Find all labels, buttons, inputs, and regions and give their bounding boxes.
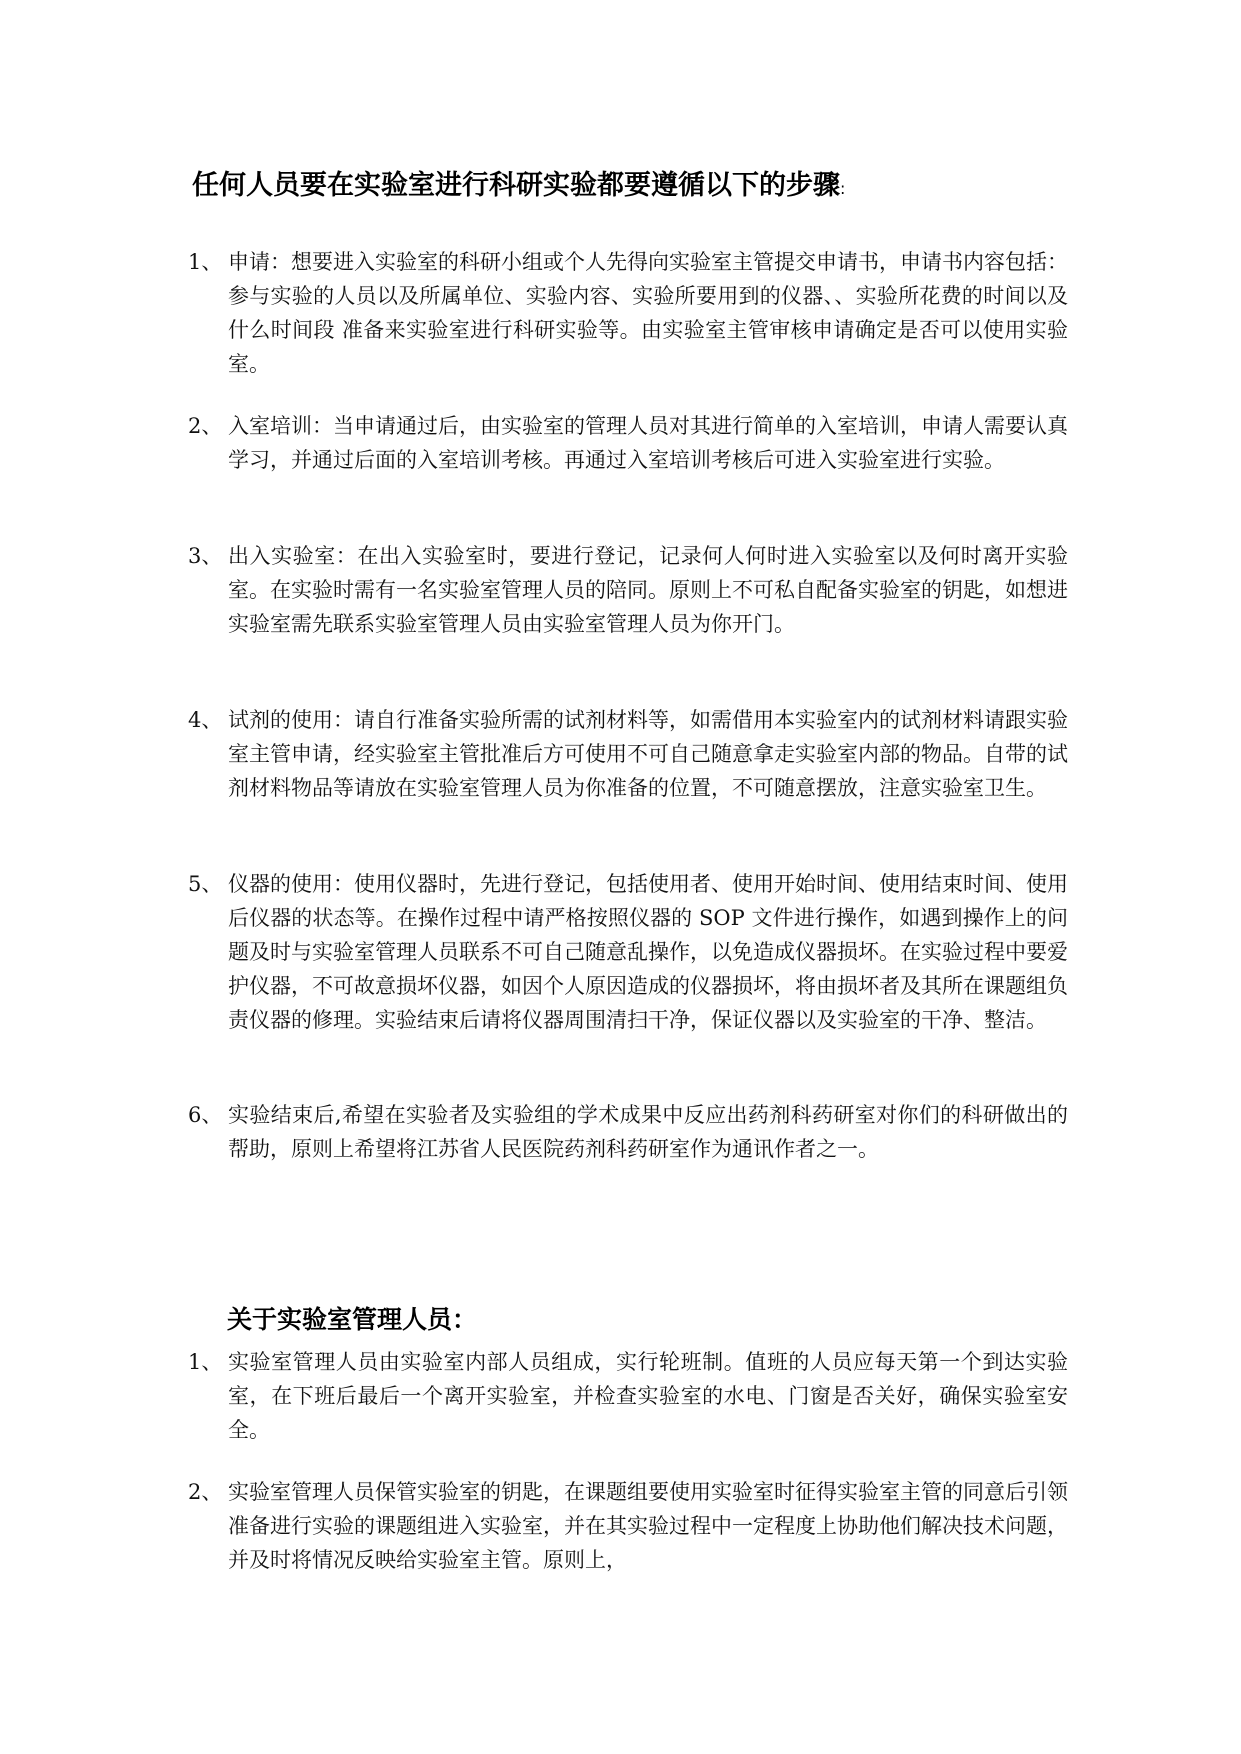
list-item-number: 4、 [188, 708, 223, 732]
list-item-number: 2、 [188, 1480, 223, 1504]
list-item-text: 仪器的使用：使用仪器时，先进行登记，包括使用者、使用开始时间、使用结束时间、使用后仪器的状态等。在操作过程中请严格按照仪器的 SOP 文件进行操作，如遇到操作上的问题及时与实验室管理人员联系不可自己随意乱操作，以免造成仪器损坏。在实验过程中要爱护仪器，不可故意损坏仪器，如因个人原因造成的仪器损坏，将由损坏者及其所在课题组负责仪器的修理。实验结束后请将仪器周围清扫干净，保证仪器以及实验室的干净、整洁。 [228, 872, 1068, 1032]
list-item-number: 3、 [188, 544, 223, 568]
list-item [188, 245, 1068, 381]
heading-text: 任何人员要在实验室进行科研实验都要遵循以下的步骤 [192, 170, 840, 201]
section-heading-steps [192, 163, 845, 202]
list-item [188, 1345, 1068, 1447]
list-item-text: 试剂的使用：请自行准备实验所需的试剂材料等，如需借用本实验室内的试剂材料请跟实验室主管申请，经实验室主管批准后方可使用不可自己随意拿走实验室内部的物品。自带的试剂材料物品等请放在实验室管理人员为你准备的位置，不可随意摆放，注意实验室卫生。 [228, 708, 1068, 800]
list-item-number: 2、 [188, 414, 223, 438]
list-item-number: 1、 [188, 1350, 223, 1374]
list-item-text: 实验室管理人员由实验室内部人员组成，实行轮班制。值班的人员应每天第一个到达实验室，在下班后最后一个离开实验室，并检查实验室的水电、门窗是否关好，确保实验室安全。 [228, 1350, 1068, 1442]
list-item-text: 申请：想要进入实验室的科研小组或个人先得向实验室主管提交申请书，申请书内容包括：参与实验的人员以及所属单位、实验内容、实验所要用到的仪器、、实验所花费的时间以及什么时间段 准备来实验室进行科研实验等。由实验室主管审核申请确定是否可以使用实验室。 [228, 250, 1068, 376]
list-item-number: 6、 [188, 1103, 223, 1127]
section-heading-managers: 关于实验室管理人员： [227, 1305, 478, 1334]
heading-colon: : [840, 179, 846, 198]
list-item-text: 实验结束后,希望在实验者及实验组的学术成果中反应出药剂科药研室对你们的科研做出的帮助，原则上希望将江苏省人民医院药剂科药研室作为通讯作者之一。 [228, 1103, 1068, 1161]
list-item [188, 539, 1068, 641]
list-item [188, 703, 1068, 805]
list-item [188, 867, 1068, 1037]
list-item-text: 出入实验室：在出入实验室时，要进行登记，记录何人何时进入实验室以及何时离开实验室。在实验时需有一名实验室管理人员的陪同。原则上不可私自配备实验室的钥匙，如想进实验室需先联系实验室管理人员由实验室管理人员为你开门。 [228, 544, 1068, 636]
list-item-number: 5、 [188, 872, 223, 896]
list-item-number: 1、 [188, 250, 223, 274]
list-item [188, 1098, 1068, 1166]
list-item [188, 409, 1068, 477]
list-item-text: 实验室管理人员保管实验室的钥匙，在课题组要使用实验室时征得实验室主管的同意后引领准备进行实验的课题组进入实验室，并在其实验过程中一定程度上协助他们解决技术问题，并及时将情况反映给实验室主管。原则上， [228, 1480, 1068, 1572]
list-item [188, 1475, 1068, 1577]
list-item-text: 入室培训：当申请通过后，由实验室的管理人员对其进行简单的入室培训，申请人需要认真学习，并通过后面的入室培训考核。再通过入室培训考核后可进入实验室进行实验。 [228, 414, 1068, 472]
